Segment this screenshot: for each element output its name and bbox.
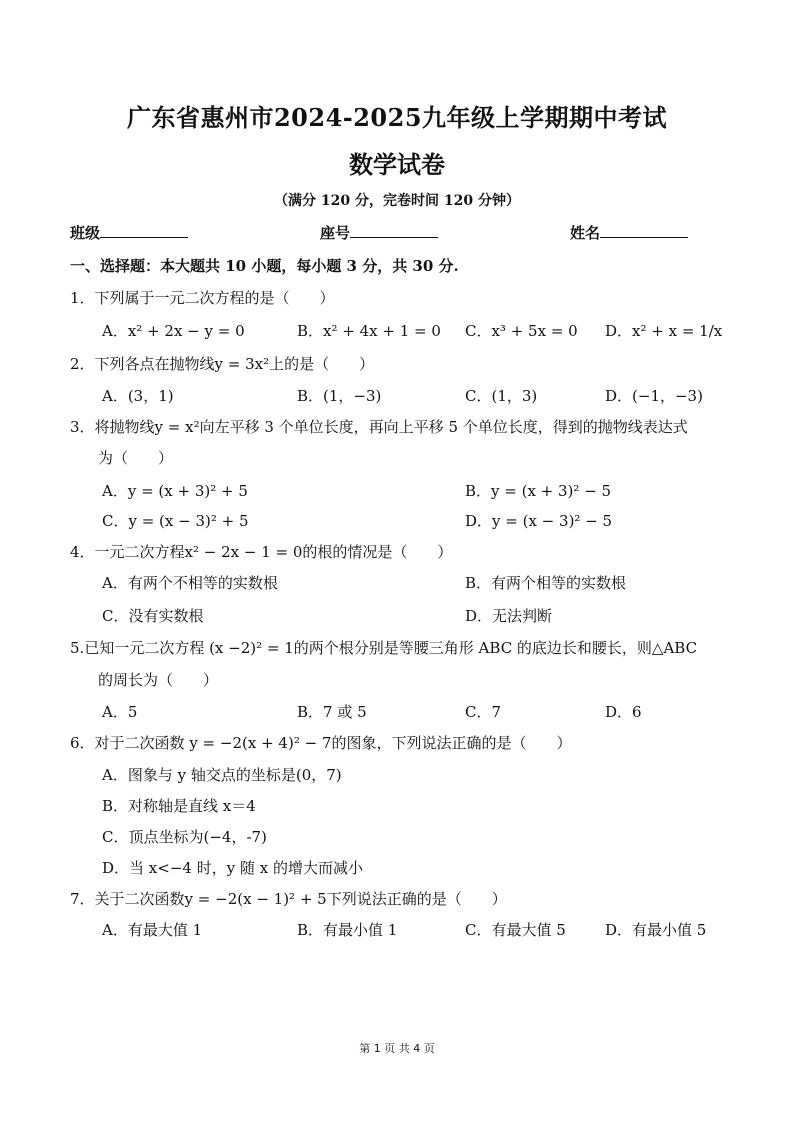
q6-option-c: C．顶点坐标为(−4，-7) xyxy=(102,828,267,846)
q2-option-d: D．(−1，−3) xyxy=(605,387,703,405)
question-number: 3． xyxy=(70,418,95,436)
question-3-continuation: 为（ ） xyxy=(98,449,174,467)
seat-label: 座号 xyxy=(320,224,351,242)
question-number: 4． xyxy=(70,543,95,561)
question-text: 下列属于一元二次方程的是（ ） xyxy=(94,289,335,307)
question-5 xyxy=(70,637,697,658)
q4-option-c: C．没有实数根 xyxy=(102,607,204,625)
question-text: 对于二次函数 y = −2(x + 4)² − 7的图象，下列说法正确的是（ ） xyxy=(94,734,572,752)
class-label: 班级 xyxy=(70,224,101,242)
q7-option-a: A．有最大值 1 xyxy=(102,921,203,939)
q6-option-b: B．对称轴是直线 x＝4 xyxy=(102,797,256,815)
q3-option-a: A．y = (x + 3)² + 5 xyxy=(102,482,248,500)
question-text: 下列各点在抛物线y = 3x²上的是（ ） xyxy=(94,355,375,373)
class-field[interactable] xyxy=(70,222,188,243)
q3-option-d: D．y = (x − 3)² − 5 xyxy=(465,512,613,530)
question-text: 已知一元二次方程 (x −2)² = 1的两个根分别是等腰三角形 ABC 的底边长和腰长，则△ABC xyxy=(84,639,698,657)
q1-option-b: B．x² + 4x + 1 = 0 xyxy=(297,322,441,340)
exam-title: 广东省惠州市2024-2025九年级上学期期中考试 xyxy=(126,103,668,132)
question-number: 1． xyxy=(70,289,95,307)
page-footer: 第 1 页 共 4 页 xyxy=(359,1042,435,1055)
question-2 xyxy=(70,353,374,374)
name-label: 姓名 xyxy=(570,224,601,242)
question-text: 关于二次函数y = −2(x − 1)² + 5下列说法正确的是（ ） xyxy=(94,890,507,908)
q1-option-d: D．x² + x = 1/x xyxy=(605,322,723,340)
question-1 xyxy=(70,287,335,308)
section-heading: 一、选择题：本大题共 10 小题，每小题 3 分，共 30 分. xyxy=(70,257,459,275)
name-field[interactable] xyxy=(570,222,688,243)
exam-duration-note: （满分 120 分，完卷时间 120 分钟） xyxy=(274,193,520,209)
question-text: 将抛物线y = x²向左平移 3 个单位长度，再向上平移 5 个单位长度，得到的抛物线表达式 xyxy=(94,418,688,436)
question-number: 7． xyxy=(70,890,95,908)
q1-option-c: C．x³ + 5x = 0 xyxy=(465,322,578,340)
q4-option-b: B．有两个相等的实数根 xyxy=(465,574,627,592)
question-4 xyxy=(70,541,452,562)
question-number: 6． xyxy=(70,734,95,752)
q5-option-d: D．6 xyxy=(605,703,642,721)
exam-subject-title: 数学试卷 xyxy=(349,150,445,179)
question-7 xyxy=(70,888,507,909)
q3-option-c: C．y = (x − 3)² + 5 xyxy=(102,512,249,530)
question-3 xyxy=(70,416,688,437)
name-blank[interactable] xyxy=(600,223,688,238)
q7-option-d: D．有最小值 5 xyxy=(605,921,707,939)
q4-option-a: A．有两个不相等的实数根 xyxy=(102,574,278,592)
q2-option-c: C．(1，3) xyxy=(465,387,538,405)
q7-option-c: C．有最大值 5 xyxy=(465,921,566,939)
q2-option-b: B．(1，−3) xyxy=(297,387,382,405)
q5-option-c: C．7 xyxy=(465,703,502,721)
question-5-continuation: 的周长为（ ） xyxy=(98,671,219,689)
class-blank[interactable] xyxy=(100,223,188,238)
q1-option-a: A．x² + 2x − y = 0 xyxy=(102,322,245,340)
seat-blank[interactable] xyxy=(350,223,438,238)
q6-option-a: A．图象与 y 轴交点的坐标是(0，7) xyxy=(102,766,342,784)
q6-option-d: D．当 x<−4 时，y 随 x 的增大而减小 xyxy=(102,859,363,877)
q2-option-a: A．(3，1) xyxy=(102,387,174,405)
q5-option-a: A．5 xyxy=(102,703,138,721)
q3-option-b: B．y = (x + 3)² − 5 xyxy=(465,482,612,500)
q4-option-d: D．无法判断 xyxy=(465,607,553,625)
question-text: 一元二次方程x² − 2x − 1 = 0的根的情况是（ ） xyxy=(94,543,453,561)
question-number: 2． xyxy=(70,355,95,373)
q7-option-b: B．有最小值 1 xyxy=(297,921,398,939)
q5-option-b: B．7 或 5 xyxy=(297,703,367,721)
question-number: 5. xyxy=(70,639,85,657)
question-6 xyxy=(70,732,571,753)
seat-field[interactable] xyxy=(320,222,438,243)
